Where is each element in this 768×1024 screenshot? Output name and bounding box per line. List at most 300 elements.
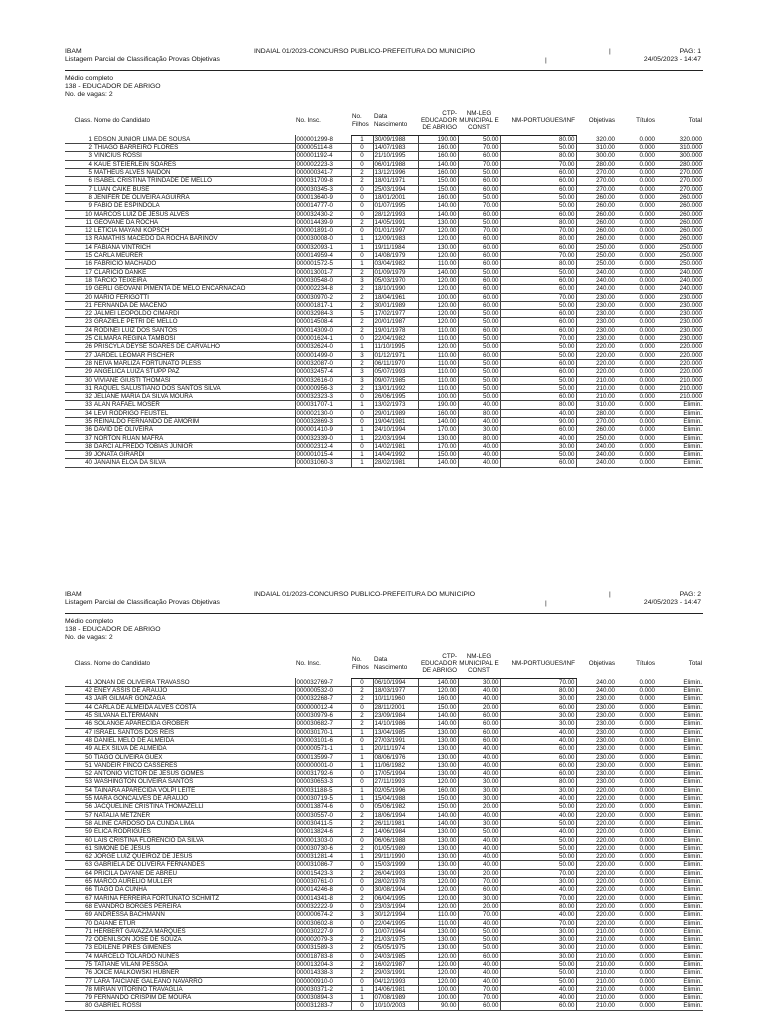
header-separator: | bbox=[545, 57, 547, 64]
cell-ctp: 160.00 bbox=[418, 144, 458, 152]
cell-nasc: 19/01/1978 bbox=[373, 326, 418, 334]
cell-nmleg: 30.00 bbox=[458, 426, 500, 434]
cell-total: 230.000 bbox=[656, 318, 703, 326]
table-row bbox=[65, 994, 703, 1002]
cell-filhos: 1 bbox=[351, 753, 373, 761]
cell-filhos: 0 bbox=[351, 144, 373, 152]
cell-nmleg: 40.00 bbox=[458, 459, 500, 467]
cell-nmleg: 70.00 bbox=[458, 202, 500, 210]
cell-nasc: 14/06/1981 bbox=[373, 985, 418, 993]
cell-tit: 0.000 bbox=[616, 712, 656, 720]
cell-name: DAVID DE OLIVEIRA bbox=[93, 426, 295, 434]
cell-nmport: 30.00 bbox=[500, 878, 576, 886]
cell-ctp: 110.00 bbox=[418, 376, 458, 384]
cell-nmleg: 40.00 bbox=[458, 401, 500, 409]
header-separator: | bbox=[609, 591, 611, 598]
cell-total: Elimin. bbox=[656, 828, 703, 836]
cell-ctp: 120.00 bbox=[418, 343, 458, 351]
cell-name: JONAN DE OLIVEIRA TRAVASSO bbox=[93, 678, 295, 686]
cell-obj: 210.00 bbox=[576, 985, 616, 993]
cell-nasc: 14/04/1992 bbox=[373, 451, 418, 459]
cell-insc: 000032339-0 bbox=[295, 434, 351, 442]
report-page-2 bbox=[65, 590, 703, 1011]
cell-tit: 0.000 bbox=[616, 276, 656, 284]
cell-name: FABIANA VINTRICH bbox=[93, 243, 295, 251]
cell-obj: 220.00 bbox=[576, 795, 616, 803]
cell-insc: 000030682-7 bbox=[295, 720, 351, 728]
cell-nasc: 30/09/1988 bbox=[373, 135, 418, 143]
cell-obj: 240.00 bbox=[576, 451, 616, 459]
cell-obj: 260.00 bbox=[576, 202, 616, 210]
cell-obj: 270.00 bbox=[576, 185, 616, 193]
cell-filhos: 0 bbox=[351, 878, 373, 886]
education-level: Médio completo bbox=[65, 75, 113, 82]
cell-nmleg: 40.00 bbox=[458, 960, 500, 968]
cell-filhos: 0 bbox=[351, 442, 373, 450]
cell-filhos: 1 bbox=[351, 985, 373, 993]
cell-filhos: 0 bbox=[351, 927, 373, 935]
cell-class: 41 bbox=[65, 678, 93, 686]
cell-name: EVANDRO BORGES PEREIRA bbox=[93, 902, 295, 910]
table-row bbox=[65, 160, 703, 168]
table-row bbox=[65, 911, 703, 919]
table-row bbox=[65, 678, 703, 686]
cell-obj: 220.00 bbox=[576, 803, 616, 811]
cell-ctp: 190.00 bbox=[418, 135, 458, 143]
table-row bbox=[65, 795, 703, 803]
cell-filhos: 0 bbox=[351, 919, 373, 927]
cell-insc: 000002312-4 bbox=[295, 442, 351, 450]
col-header-ctp: CTP-EDUCADOR DE ABRIGO bbox=[418, 649, 458, 678]
cell-obj: 210.00 bbox=[576, 960, 616, 968]
cell-nmport: 70.00 bbox=[500, 252, 576, 260]
table-row bbox=[65, 712, 703, 720]
table-row bbox=[65, 878, 703, 886]
cell-tit: 0.000 bbox=[616, 819, 656, 827]
cell-nasc: 11/06/1982 bbox=[373, 761, 418, 769]
cell-nmport: 30.00 bbox=[500, 952, 576, 960]
cell-obj: 310.00 bbox=[576, 401, 616, 409]
cell-name: ALAN RAFAEL MOSER bbox=[93, 401, 295, 409]
cell-filhos: 0 bbox=[351, 836, 373, 844]
cell-nmport: 60.00 bbox=[500, 459, 576, 467]
cell-ctp: 130.00 bbox=[418, 836, 458, 844]
cell-nmport: 40.00 bbox=[500, 409, 576, 417]
report-title: INDAIAL 01/2023-CONCURSO PUBLICO-PREFEITURA DO MUNICIPIO bbox=[254, 591, 476, 598]
cell-ctp: 120.00 bbox=[418, 960, 458, 968]
cell-filhos: 2 bbox=[351, 828, 373, 836]
cell-name: DAIANE ETUR bbox=[93, 919, 295, 927]
cell-nmleg: 60.00 bbox=[458, 235, 500, 243]
cell-nmleg: 30.00 bbox=[458, 795, 500, 803]
cell-total: 210.000 bbox=[656, 384, 703, 392]
cell-nmleg: 30.00 bbox=[458, 894, 500, 902]
cell-ctp: 120.00 bbox=[418, 235, 458, 243]
cell-tit: 0.000 bbox=[616, 144, 656, 152]
cell-name: MARCOS LUIZ DE JESUS ALVES bbox=[93, 210, 295, 218]
table-row bbox=[65, 778, 703, 786]
cell-filhos: 2 bbox=[351, 687, 373, 695]
cell-nmport: 30.00 bbox=[500, 927, 576, 935]
cell-total: Elimin. bbox=[656, 919, 703, 927]
cell-filhos: 2 bbox=[351, 301, 373, 309]
cell-obj: 220.00 bbox=[576, 343, 616, 351]
cell-name: LARA TAICIANE GALEANO NAVARRO bbox=[93, 977, 295, 985]
cell-class: 57 bbox=[65, 811, 93, 819]
cell-tit: 0.000 bbox=[616, 736, 656, 744]
cell-obj: 230.00 bbox=[576, 712, 616, 720]
cell-nmleg: 50.00 bbox=[458, 376, 500, 384]
cell-total: 260.000 bbox=[656, 227, 703, 235]
cell-nmleg: 40.00 bbox=[458, 811, 500, 819]
cell-total: Elimin. bbox=[656, 994, 703, 1002]
cell-tit: 0.000 bbox=[616, 343, 656, 351]
cell-name: MARINA FERREIRA FORTUNATO SCHMITZ bbox=[93, 894, 295, 902]
table-row bbox=[65, 210, 703, 218]
cell-insc: 000013599-7 bbox=[295, 753, 351, 761]
cell-total: Elimin. bbox=[656, 770, 703, 778]
cell-obj: 310.00 bbox=[576, 144, 616, 152]
cell-nasc: 06/11/1970 bbox=[373, 359, 418, 367]
cell-tit: 0.000 bbox=[616, 703, 656, 711]
org-name: IBAM bbox=[65, 48, 82, 55]
cell-nmport: 60.00 bbox=[500, 426, 576, 434]
cell-obj: 230.00 bbox=[576, 293, 616, 301]
cell-obj: 210.00 bbox=[576, 393, 616, 401]
table-row bbox=[65, 919, 703, 927]
cell-name: FABIO DE ESPINDOLA bbox=[93, 202, 295, 210]
cell-name: ISABEL CRISTINA TRINDADE DE MELLO bbox=[93, 177, 295, 185]
table-row bbox=[65, 728, 703, 736]
cell-nmport: 50.00 bbox=[500, 144, 576, 152]
cell-nmleg: 60.00 bbox=[458, 252, 500, 260]
cell-ctp: 150.00 bbox=[418, 451, 458, 459]
cell-total: 250.000 bbox=[656, 243, 703, 251]
cell-class: 56 bbox=[65, 803, 93, 811]
table-row bbox=[65, 886, 703, 894]
cell-class: 17 bbox=[65, 268, 93, 276]
cell-nasc: 20/11/1974 bbox=[373, 745, 418, 753]
cell-class: 8 bbox=[65, 193, 93, 201]
cell-tit: 0.000 bbox=[616, 695, 656, 703]
header-rule bbox=[65, 613, 703, 614]
cell-total: Elimin. bbox=[656, 1002, 703, 1010]
cell-insc: 000014777-0 bbox=[295, 202, 351, 210]
col-header-nasc: Data Nascimento bbox=[373, 106, 418, 135]
cell-name: ODENILSON JOSE DE SOUZA bbox=[93, 936, 295, 944]
cell-obj: 320.00 bbox=[576, 135, 616, 143]
cell-filhos: 0 bbox=[351, 227, 373, 235]
cell-ctp: 130.00 bbox=[418, 853, 458, 861]
cell-nmleg: 70.00 bbox=[458, 994, 500, 1002]
table-row bbox=[65, 368, 703, 376]
cell-nasc: 04/12/1993 bbox=[373, 977, 418, 985]
cell-class: 18 bbox=[65, 276, 93, 284]
cell-filhos: 2 bbox=[351, 869, 373, 877]
cell-nmleg: 20.00 bbox=[458, 703, 500, 711]
cell-tit: 0.000 bbox=[616, 218, 656, 226]
cell-ctp: 120.00 bbox=[418, 969, 458, 977]
cell-nasc: 06/04/1995 bbox=[373, 894, 418, 902]
cell-class: 7 bbox=[65, 185, 93, 193]
cell-nmleg: 50.00 bbox=[458, 335, 500, 343]
ranking-table bbox=[65, 106, 703, 467]
cell-ctp: 120.00 bbox=[418, 878, 458, 886]
cell-total: Elimin. bbox=[656, 426, 703, 434]
cell-insc: 000002079-3 bbox=[295, 936, 351, 944]
cell-ctp: 120.00 bbox=[418, 778, 458, 786]
cell-nasc: 26/11/1981 bbox=[373, 819, 418, 827]
cell-tit: 0.000 bbox=[616, 368, 656, 376]
report-subtitle: Listagem Parcial de Classificação Provas Objetivas bbox=[65, 599, 220, 606]
cell-nmport: 50.00 bbox=[500, 343, 576, 351]
cell-name: ELICA RODRIGUES bbox=[93, 828, 295, 836]
cell-ctp: 140.00 bbox=[418, 720, 458, 728]
cell-nmport: 60.00 bbox=[500, 703, 576, 711]
cell-obj: 230.00 bbox=[576, 728, 616, 736]
cell-class: 79 bbox=[65, 994, 93, 1002]
cell-ctp: 120.00 bbox=[418, 687, 458, 695]
cell-total: 270.000 bbox=[656, 169, 703, 177]
cell-nasc: 01/09/1979 bbox=[373, 268, 418, 276]
cell-nasc: 21/10/1995 bbox=[373, 152, 418, 160]
cell-ctp: 150.00 bbox=[418, 185, 458, 193]
table-header-row bbox=[65, 106, 703, 135]
cell-name: JACQUELINE CRISTINA THOMAZELLI bbox=[93, 803, 295, 811]
cell-insc: 000000341-7 bbox=[295, 169, 351, 177]
cell-obj: 210.00 bbox=[576, 944, 616, 952]
cell-nmport: 50.00 bbox=[500, 960, 576, 968]
cell-filhos: 2 bbox=[351, 960, 373, 968]
cell-nmleg: 30.00 bbox=[458, 778, 500, 786]
cell-tit: 0.000 bbox=[616, 185, 656, 193]
cell-nasc: 01/05/1989 bbox=[373, 844, 418, 852]
ranking-rows bbox=[65, 678, 703, 1010]
cell-ctp: 130.00 bbox=[418, 844, 458, 852]
header-separator: | bbox=[545, 600, 547, 607]
cell-nmport: 30.00 bbox=[500, 786, 576, 794]
cell-nmleg: 50.00 bbox=[458, 310, 500, 318]
cell-filhos: 2 bbox=[351, 285, 373, 293]
cell-ctp: 150.00 bbox=[418, 703, 458, 711]
cell-insc: 000032624-0 bbox=[295, 343, 351, 351]
cell-filhos: 2 bbox=[351, 268, 373, 276]
cell-filhos: 2 bbox=[351, 936, 373, 944]
cell-total: 220.000 bbox=[656, 343, 703, 351]
cell-name: FABRICIO MACHADO bbox=[93, 260, 295, 268]
table-row bbox=[65, 135, 703, 143]
cell-filhos: 0 bbox=[351, 417, 373, 425]
cell-class: 51 bbox=[65, 761, 93, 769]
cell-insc: 000032087-0 bbox=[295, 359, 351, 367]
cell-nasc: 17/05/1994 bbox=[373, 770, 418, 778]
table-row bbox=[65, 687, 703, 695]
cell-class: 44 bbox=[65, 703, 93, 711]
cell-nmport: 80.00 bbox=[500, 401, 576, 409]
cell-ctp: 120.00 bbox=[418, 252, 458, 260]
table-row bbox=[65, 853, 703, 861]
table-row bbox=[65, 927, 703, 935]
cell-nmleg: 40.00 bbox=[458, 844, 500, 852]
cell-nmport: 70.00 bbox=[500, 160, 576, 168]
cell-class: 15 bbox=[65, 252, 93, 260]
cell-ctp: 130.00 bbox=[418, 927, 458, 935]
cell-nmleg: 60.00 bbox=[458, 285, 500, 293]
cell-nmport: 60.00 bbox=[500, 770, 576, 778]
cell-obj: 230.00 bbox=[576, 326, 616, 334]
cell-insc: 000032268-7 bbox=[295, 695, 351, 703]
cell-nmleg: 60.00 bbox=[458, 293, 500, 301]
cell-nasc: 28/02/1981 bbox=[373, 459, 418, 467]
col-header-nmport: NM-PORTUGUES/INF bbox=[500, 106, 576, 135]
cell-filhos: 0 bbox=[351, 393, 373, 401]
cell-ctp: 140.00 bbox=[418, 268, 458, 276]
table-row bbox=[65, 426, 703, 434]
cell-tit: 0.000 bbox=[616, 268, 656, 276]
table-row bbox=[65, 869, 703, 877]
cell-insc: 000032616-0 bbox=[295, 376, 351, 384]
cell-ctp: 130.00 bbox=[418, 745, 458, 753]
table-row bbox=[65, 695, 703, 703]
cell-nasc: 23/03/1994 bbox=[373, 902, 418, 910]
cell-obj: 240.00 bbox=[576, 276, 616, 284]
table-row bbox=[65, 985, 703, 993]
cell-ctp: 120.00 bbox=[418, 902, 458, 910]
cell-nasc: 13/12/1996 bbox=[373, 169, 418, 177]
cell-insc: 000031281-4 bbox=[295, 853, 351, 861]
table-row bbox=[65, 745, 703, 753]
cell-filhos: 2 bbox=[351, 819, 373, 827]
cell-name: RAQUEL SALUSTIANO DOS SANTOS SILVA bbox=[93, 384, 295, 392]
cell-class: 31 bbox=[65, 384, 93, 392]
cell-obj: 210.00 bbox=[576, 969, 616, 977]
cell-obj: 220.00 bbox=[576, 786, 616, 794]
cell-nmleg: 40.00 bbox=[458, 969, 500, 977]
cell-nmleg: 40.00 bbox=[458, 753, 500, 761]
cell-tit: 0.000 bbox=[616, 235, 656, 243]
cell-ctp: 130.00 bbox=[418, 243, 458, 251]
report-header bbox=[65, 47, 703, 69]
cell-nmleg: 30.00 bbox=[458, 819, 500, 827]
cell-obj: 230.00 bbox=[576, 745, 616, 753]
cell-filhos: 2 bbox=[351, 177, 373, 185]
cell-class: 32 bbox=[65, 393, 93, 401]
table-row bbox=[65, 844, 703, 852]
cell-ctp: 90.00 bbox=[418, 1002, 458, 1010]
cell-tit: 0.000 bbox=[616, 169, 656, 177]
cell-ctp: 130.00 bbox=[418, 728, 458, 736]
table-row bbox=[65, 703, 703, 711]
table-row bbox=[65, 152, 703, 160]
cell-filhos: 0 bbox=[351, 952, 373, 960]
cell-nmleg: 40.00 bbox=[458, 853, 500, 861]
cell-name: MARIO FERIGOTTI bbox=[93, 293, 295, 301]
cell-total: 240.000 bbox=[656, 285, 703, 293]
cell-nmleg: 60.00 bbox=[458, 728, 500, 736]
cell-nmleg: 60.00 bbox=[458, 952, 500, 960]
cell-total: Elimin. bbox=[656, 977, 703, 985]
table-row bbox=[65, 944, 703, 952]
cell-nasc: 22/03/1994 bbox=[373, 434, 418, 442]
cell-total: 320.000 bbox=[656, 135, 703, 143]
cell-nmleg: 80.00 bbox=[458, 434, 500, 442]
cell-tit: 0.000 bbox=[616, 351, 656, 359]
cell-nmport: 50.00 bbox=[500, 202, 576, 210]
cell-name: SILVANA ELTERMANN bbox=[93, 712, 295, 720]
cell-nmport: 50.00 bbox=[500, 861, 576, 869]
cell-total: 250.000 bbox=[656, 260, 703, 268]
cell-insc: 000001015-4 bbox=[295, 451, 351, 459]
cell-class: 68 bbox=[65, 902, 93, 910]
cell-nmleg: 70.00 bbox=[458, 985, 500, 993]
cell-total: Elimin. bbox=[656, 678, 703, 686]
cell-insc: 000030411-5 bbox=[295, 819, 351, 827]
cell-tit: 0.000 bbox=[616, 401, 656, 409]
cell-obj: 250.00 bbox=[576, 434, 616, 442]
cell-filhos: 0 bbox=[351, 886, 373, 894]
cell-nmport: 70.00 bbox=[500, 894, 576, 902]
cell-name: KAUE STEIERLEIN SOARES bbox=[93, 160, 295, 168]
cell-nasc: 14/05/1991 bbox=[373, 218, 418, 226]
header-rule bbox=[65, 70, 703, 71]
cell-tit: 0.000 bbox=[616, 442, 656, 450]
cell-tit: 0.000 bbox=[616, 911, 656, 919]
cell-nmport: 70.00 bbox=[500, 919, 576, 927]
cell-obj: 230.00 bbox=[576, 318, 616, 326]
cell-total: Elimin. bbox=[656, 853, 703, 861]
cell-class: 39 bbox=[65, 451, 93, 459]
cell-total: Elimin. bbox=[656, 960, 703, 968]
cell-total: Elimin. bbox=[656, 894, 703, 902]
cell-nmport: 60.00 bbox=[500, 169, 576, 177]
cell-class: 33 bbox=[65, 401, 93, 409]
cell-ctp: 100.00 bbox=[418, 293, 458, 301]
cell-filhos: 3 bbox=[351, 911, 373, 919]
cell-tit: 0.000 bbox=[616, 753, 656, 761]
cell-name: LUAN CAIKE BUSE bbox=[93, 185, 295, 193]
cell-nasc: 14/02/1981 bbox=[373, 442, 418, 450]
table-row bbox=[65, 409, 703, 417]
cell-tit: 0.000 bbox=[616, 902, 656, 910]
cell-insc: 000002234-8 bbox=[295, 285, 351, 293]
cell-nasc: 27/11/1993 bbox=[373, 778, 418, 786]
cell-tit: 0.000 bbox=[616, 803, 656, 811]
cell-insc: 000003101-6 bbox=[295, 736, 351, 744]
cell-name: GEOVANE DA ROCHA bbox=[93, 218, 295, 226]
cell-nmport: 70.00 bbox=[500, 293, 576, 301]
cell-total: Elimin. bbox=[656, 409, 703, 417]
cell-insc: 000032769-7 bbox=[295, 678, 351, 686]
cell-insc: 000002223-3 bbox=[295, 160, 351, 168]
cell-name: JOICE MALKOWSKI HUBNER bbox=[93, 969, 295, 977]
cell-class: 49 bbox=[65, 745, 93, 753]
cell-class: 43 bbox=[65, 695, 93, 703]
cell-obj: 220.00 bbox=[576, 894, 616, 902]
cell-tit: 0.000 bbox=[616, 761, 656, 769]
ranking-table bbox=[65, 649, 703, 1010]
cell-name: MARCO AURELIO MULLER bbox=[93, 878, 295, 886]
cell-nasc: 26/06/1995 bbox=[373, 393, 418, 401]
cell-class: 54 bbox=[65, 786, 93, 794]
cell-nmport: 80.00 bbox=[500, 260, 576, 268]
cell-nasc: 14/07/1983 bbox=[373, 144, 418, 152]
report-datetime: 24/05/2023 - 14:47 bbox=[643, 599, 701, 606]
cell-insc: 000002130-0 bbox=[295, 409, 351, 417]
cell-class: 16 bbox=[65, 260, 93, 268]
cell-nasc: 05/07/1993 bbox=[373, 368, 418, 376]
cell-insc: 000000571-1 bbox=[295, 745, 351, 753]
cell-filhos: 2 bbox=[351, 944, 373, 952]
